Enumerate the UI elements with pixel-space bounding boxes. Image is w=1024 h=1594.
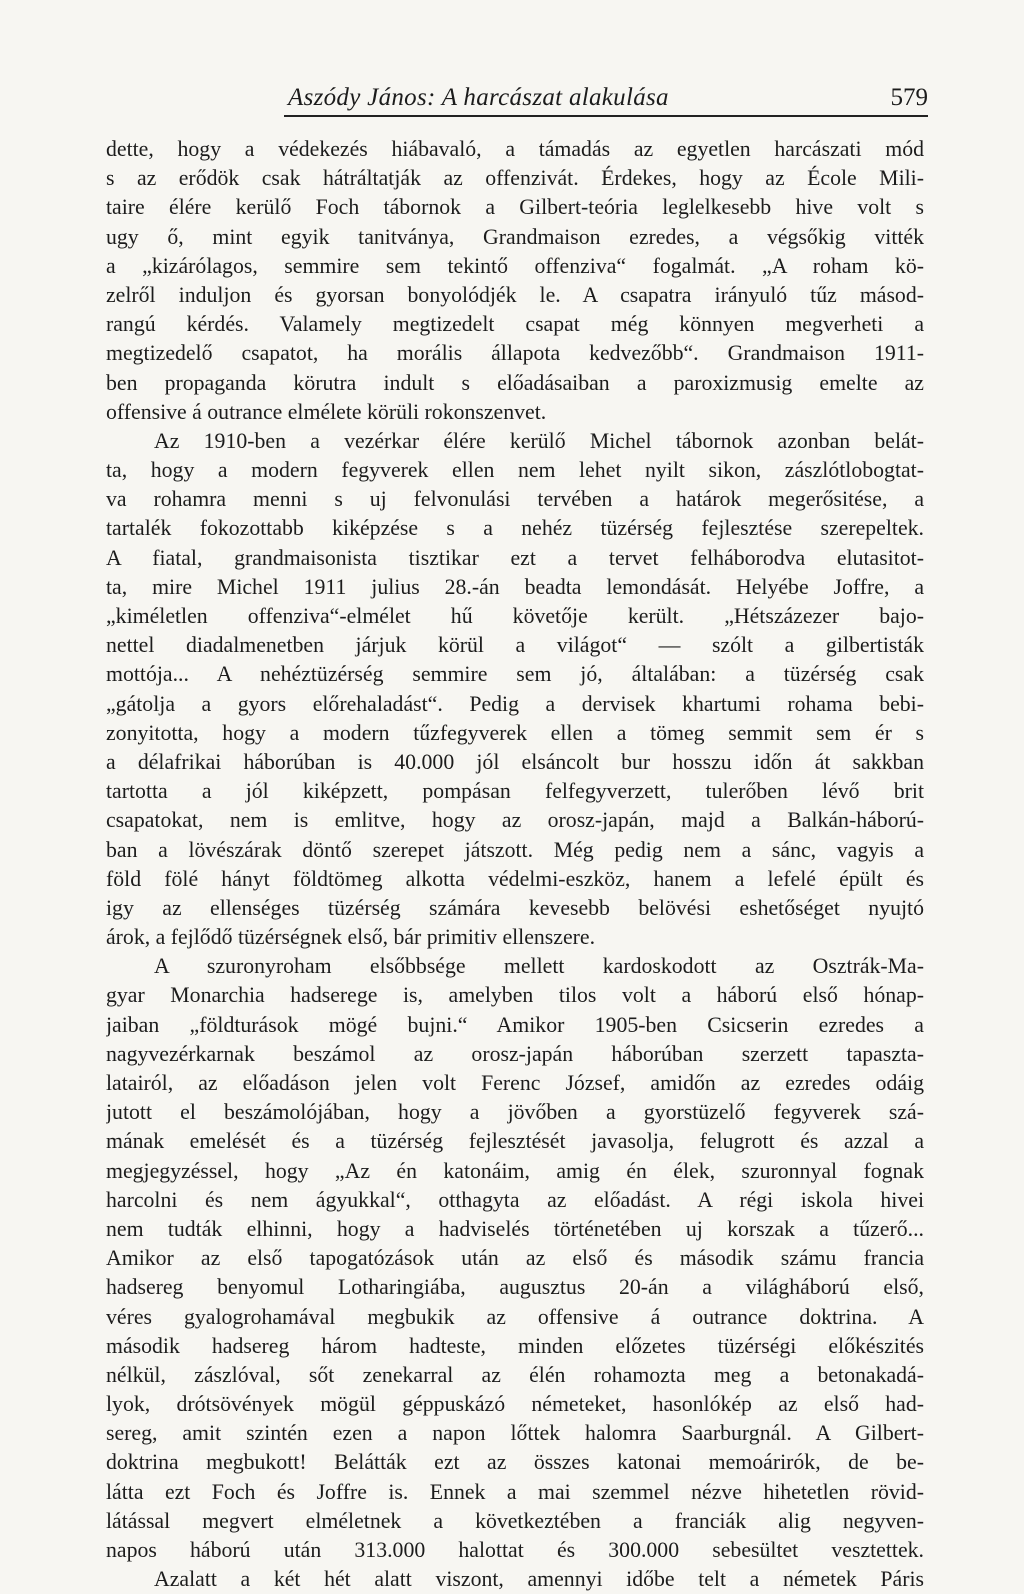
text-line: ban a lövészárak döntő szerepet játszott. Még pedig nem a sánc, vagyis a bbox=[106, 837, 924, 862]
text-line: Az 1910-ben a vezérkar élére kerülő Michel tábornok azonban belát- bbox=[154, 428, 924, 453]
body-text bbox=[106, 135, 924, 1594]
text-line: tartotta a jól kiképzett, pompásan felfegyverzett, tulerőben lévő brit bbox=[106, 779, 924, 804]
text-line: mának emelését és a tüzérség fejlesztését javasolja, felugrott és azzal a bbox=[106, 1129, 924, 1154]
text-line: gyar Monarchia hadserege is, amelyben tilos volt a háború első hónap- bbox=[106, 983, 924, 1008]
header-rule bbox=[284, 115, 928, 117]
text-line: megtizedelő csapatot, ha morális állapota kedvezőbb“. Grandmaison 1911- bbox=[106, 341, 924, 366]
page-number: 579 bbox=[890, 84, 928, 111]
text-line: lyok, drótsövények mögül géppuskázó németeket, hasonlókép az első had- bbox=[106, 1392, 924, 1417]
text-line: föld fölé hányt földtömeg alkotta védelmi-eszköz, hanem a lefelé épült és bbox=[106, 866, 924, 891]
text-line: a „kizárólagos, semmire sem tekintő offenziva“ fogalmát. „A roham kö- bbox=[106, 253, 924, 278]
text-line: igy az ellenséges tüzérség számára kevesebb belövési eshetőséget nyujtó bbox=[106, 895, 924, 920]
text-line: A fiatal, grandmaisonista tisztikar ezt a tervet felháborodva elutasitot- bbox=[106, 545, 924, 570]
text-line: „kiméletlen offenziva“-elmélet hű követője került. „Hétszázezer bajo- bbox=[106, 604, 924, 628]
text-line: ta, hogy a modern fegyverek ellen nem lehet nyilt sikon, zászlótlobogtat- bbox=[106, 458, 924, 483]
text-line: nagyvezérkarnak beszámol az orosz-japán háborúban szerzett tapaszta- bbox=[106, 1041, 924, 1066]
text-line: „gátolja a gyors előrehaladást“. Pedig a dervisek khartumi rohama bebi- bbox=[106, 691, 924, 716]
text-line: s az erődök csak hátráltatják az offenzivát. Érdekes, hogy az École Mili- bbox=[106, 166, 924, 191]
text-line: zelről induljon és gyorsan bonyolódjék le. A csapatra irányuló tűz másod- bbox=[106, 282, 924, 307]
text-line: nem tudták elhinni, hogy a hadviselés történetében uj korszak a tűzerő... bbox=[106, 1216, 924, 1241]
running-title: Aszódy János: A harcászat alakulása bbox=[288, 84, 669, 111]
text-line: jaiban „földturások mögé bujni.“ Amikor 1905-ben Csicserin ezredes a bbox=[106, 1012, 924, 1037]
text-line: Amikor az első tapogatózások után az első és második számu francia bbox=[106, 1246, 924, 1271]
text-line: rangú kérdés. Valamely megtizedelt csapat még könnyen megverheti a bbox=[106, 312, 924, 337]
text-line: A szuronyroham elsőbbsége mellett kardoskodott az Osztrák-Ma- bbox=[154, 954, 924, 979]
text-line: offensive á outrance elmélete körüli rokonszenvet. bbox=[106, 399, 547, 424]
text-line: véres gyalogrohamával megbukik az offensive á outrance doktrina. A bbox=[106, 1304, 924, 1329]
text-line: nélkül, zászlóval, sőt zenekarral az élén rohamozta meg a betonakadá- bbox=[106, 1362, 924, 1387]
text-line: hadsereg benyomul Lotharingiába, augusztus 20-án a világháború első, bbox=[106, 1275, 924, 1300]
text-line: doktrina megbukott! Belátták ezt az összes katonai memoárirók, de be- bbox=[106, 1450, 924, 1475]
text-line: taire élére kerülő Foch tábornok a Gilbert-teória leglelkesebb hive volt s bbox=[106, 195, 924, 220]
text-line: dette, hogy a védekezés hiábavaló, a támadás az egyetlen harcászati mód bbox=[106, 137, 924, 161]
text-line: sereg, amit szintén ezen a napon lőttek halomra Saarburgnál. A Gilbert- bbox=[106, 1421, 924, 1446]
text-line: csapatokat, nem is emlitve, hogy az orosz-japán, majd a Balkán-háború- bbox=[106, 808, 924, 833]
text-line: zonyitotta, hogy a modern tűzfegyverek ellen a tömeg semmit sem ér s bbox=[106, 720, 924, 745]
text-line: árok, a fejlődő tüzérségnek első, bár primitiv ellenszere. bbox=[106, 925, 596, 950]
text-line: va rohamra menni s uj felvonulási tervében a határok megerősitése, a bbox=[106, 487, 924, 512]
text-line: latairól, az előadáson jelen volt Ferenc József, amidőn az ezredes odáig bbox=[106, 1071, 924, 1095]
text-line: Azalatt a két hét alatt viszont, amennyi időbe telt a németek Páris bbox=[154, 1567, 924, 1592]
text-line: nettel diadalmenetben járjuk körül a világot“ — szólt a gilbertisták bbox=[106, 633, 924, 658]
text-line: látással megvert elméletnek a következtében a franciák alig negyven- bbox=[106, 1508, 924, 1533]
text-line: harcolni és nem ágyukkal“, otthagyta az előadást. A régi iskola hivei bbox=[106, 1187, 924, 1212]
text-line: második hadsereg három hadteste, minden előzetes tüzérségi előkészités bbox=[106, 1333, 924, 1358]
text-line: látta ezt Foch és Joffre is. Ennek a mai szemmel nézve hihetetlen rövid- bbox=[106, 1479, 924, 1504]
text-line: mottója... A nehéztüzérség semmire sem jó, általában: a tüzérség csak bbox=[106, 662, 924, 687]
text-line: ugy ő, mint egyik tanitványa, Grandmaison ezredes, a végsőkig vitték bbox=[106, 224, 924, 249]
text-line: ta, mire Michel 1911 julius 28.-án beadta lemondását. Helyébe Joffre, a bbox=[106, 574, 924, 599]
text-line: a délafrikai háborúban is 40.000 jól elsáncolt bur hosszu időn át sakkban bbox=[106, 749, 924, 774]
page-header bbox=[108, 84, 928, 120]
text-line: napos háború után 313.000 halottat és 300.000 sebesültet vesztettek. bbox=[106, 1538, 924, 1562]
text-line: tartalék fokozottabb kiképzése s a nehéz tüzérség fejlesztése szerepeltek. bbox=[106, 516, 924, 541]
text-line: megjegyzéssel, hogy „Az én katonáim, amig én élek, szuronnyal fognak bbox=[106, 1158, 924, 1183]
text-line: ben propaganda körutra indult s előadásaiban a paroxizmusig emelte az bbox=[106, 370, 924, 395]
text-line: jutott el beszámolójában, hogy a jövőben a gyorstüzelő fegyverek szá- bbox=[106, 1100, 924, 1125]
